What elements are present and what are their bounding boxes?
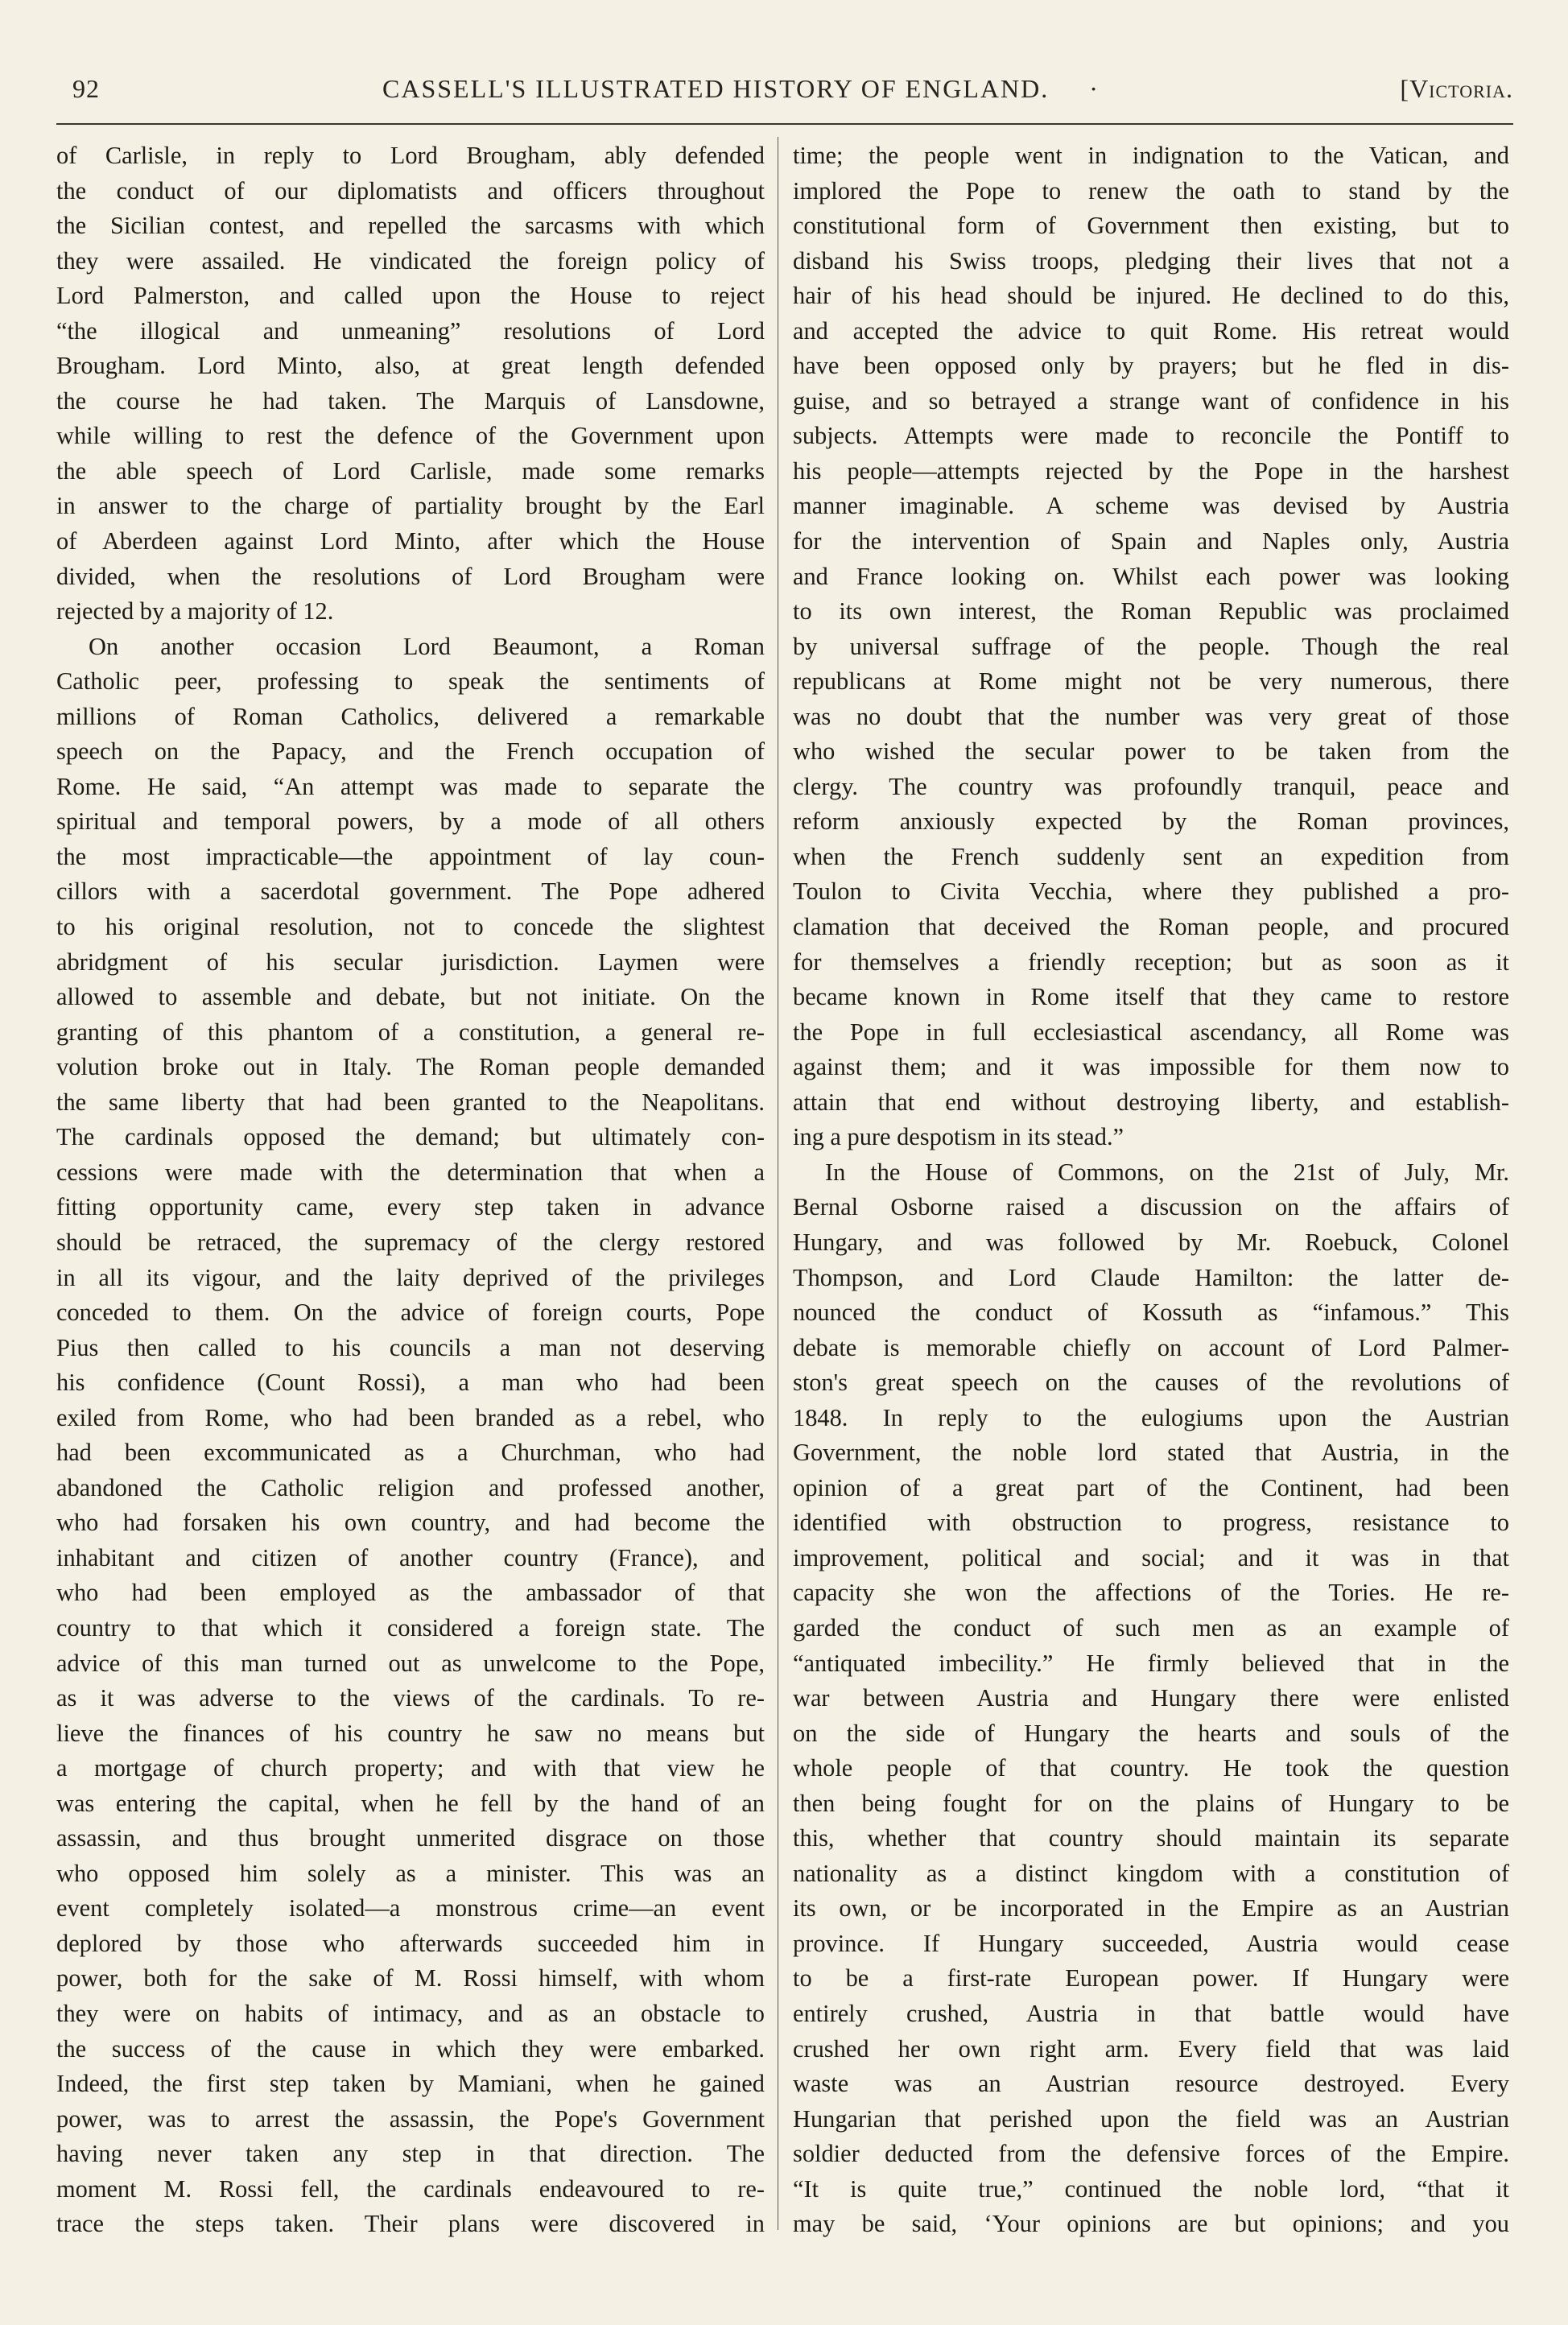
text-line: ing a pure despotism in its stead.” <box>793 1123 1124 1151</box>
text-line: for themselves a friendly reception; but as soon as it <box>793 948 1509 976</box>
text-line: “the illogical and unmeaning” resolutions of Lord <box>56 316 765 345</box>
text-line: Indeed, the first step taken by Mamiani, when he gained <box>56 2070 765 2098</box>
text-line: advice of this man turned out as unwelcome to the Pope, <box>56 1649 765 1677</box>
text-line: in all its vigour, and the laity deprived of the privileges <box>56 1263 765 1291</box>
header-separator: · <box>1089 74 1100 103</box>
text-line: country to that which it considered a foreign state. The <box>56 1613 765 1642</box>
text-line: Government, the noble lord stated that Austria, in the <box>793 1439 1509 1467</box>
text-line: reform anxiously expected by the Roman provinces, <box>793 807 1509 836</box>
text-line: attain that end without destroying liberty, and establish- <box>793 1088 1509 1116</box>
text-line: nounced the conduct of Kossuth as “infamous.” This <box>793 1299 1509 1327</box>
text-line: allowed to assemble and debate, but not initiate. On the <box>56 983 765 1011</box>
text-line: republicans at Rome might not be very numerous, there <box>793 667 1509 696</box>
text-line: may be said, ‘Your opinions are but opinions; and you <box>793 2210 1509 2238</box>
text-line: for the intervention of Spain and Naples only, Austria <box>793 527 1509 555</box>
text-line: Toulon to Civita Vecchia, where they published a pro- <box>793 878 1509 906</box>
text-line: volution broke out in Italy. The Roman people demanded <box>56 1053 765 1081</box>
text-line: the course he had taken. The Marquis of Lansdowne, <box>56 386 765 415</box>
text-line: lieve the finances of his country he saw no means but <box>56 1719 765 1747</box>
right-column <box>793 138 1509 2242</box>
text-line: Lord Palmerston, and called upon the House to reject <box>56 282 765 310</box>
text-line: granting of this phantom of a constitution, a general re- <box>56 1018 765 1046</box>
text-line: its own, or be incorporated in the Empire as an Austrian <box>793 1894 1509 1922</box>
text-line: entirely crushed, Austria in that battle would have <box>793 1999 1509 2027</box>
text-line: of Carlisle, in reply to Lord Brougham, ably defended <box>56 142 765 169</box>
text-line: opinion of a great part of the Continent, had been <box>793 1473 1509 1501</box>
text-line: inhabitant and citizen of another country (France), and <box>56 1543 765 1571</box>
text-line: power, was to arrest the assassin, the Pope's Government <box>56 2104 765 2133</box>
text-line: a mortgage of church property; and with that view he <box>56 1754 765 1782</box>
text-line: the most impracticable—the appointment of lay coun- <box>56 842 765 870</box>
text-line: clamation that deceived the Roman people, and procured <box>793 913 1509 941</box>
text-line: against them; and it was impossible for them now to <box>793 1053 1509 1081</box>
text-line: “antiquated imbecility.” He firmly believed that in the <box>793 1649 1509 1677</box>
text-line: crushed her own right arm. Every field that was laid <box>793 2034 1509 2063</box>
text-line: Pius then called to his councils a man not deserving <box>56 1333 765 1361</box>
text-line: who had forsaken his own country, and had become the <box>56 1509 765 1537</box>
text-line: in answer to the charge of partiality brought by the Earl <box>56 492 765 520</box>
text-line: assassin, and thus brought unmerited disgrace on those <box>56 1824 765 1852</box>
text-line: garded the conduct of such men as an example of <box>793 1613 1509 1642</box>
text-line: they were on habits of intimacy, and as an obstacle to <box>56 1999 765 2027</box>
text-line: hair of his head should be injured. He declined to do this, <box>793 282 1509 310</box>
text-line: exiled from Rome, who had been branded as a rebel, who <box>56 1403 765 1431</box>
text-line: moment M. Rossi fell, the cardinals endeavoured to re- <box>56 2174 765 2203</box>
text-line: province. If Hungary succeeded, Austria would cease <box>793 1929 1509 1957</box>
page-number: 92 <box>72 74 100 103</box>
text-line: of Aberdeen against Lord Minto, after which the House <box>56 527 765 555</box>
text-line: The cardinals opposed the demand; but ultimately con- <box>56 1123 765 1151</box>
text-line: the Sicilian contest, and repelled the sarcasms with which <box>56 212 765 240</box>
text-line: debate is memorable chiefly on account of Lord Palmer- <box>793 1333 1509 1361</box>
text-line: nationality as a distinct kingdom with a constitution of <box>793 1859 1509 1887</box>
header-rule <box>56 123 1513 125</box>
text-line: they were assailed. He vindicated the foreign policy of <box>56 246 765 275</box>
text-line: on the side of Hungary the hearts and souls of the <box>793 1719 1509 1747</box>
text-line: his people—attempts rejected by the Pope in the harshest <box>793 456 1509 485</box>
text-line: Brougham. Lord Minto, also, at great length defended <box>56 352 765 380</box>
text-line: Catholic peer, professing to speak the sentiments of <box>56 667 765 696</box>
text-line: In the House of Commons, on the 21st of July, Mr. <box>825 1158 1509 1186</box>
text-line: this, whether that country should maintain its separate <box>793 1824 1509 1852</box>
section-label: [Victoria. <box>1400 74 1513 103</box>
text-line: On another occasion Lord Beaumont, a Roman <box>89 632 765 660</box>
text-line: Bernal Osborne raised a discussion on the affairs of <box>793 1193 1509 1221</box>
text-line: who had been employed as the ambassador of that <box>56 1579 765 1607</box>
text-line: divided, when the resolutions of Lord Brougham were <box>56 562 765 590</box>
text-line: identified with obstruction to progress, resistance to <box>793 1509 1509 1537</box>
text-line: spiritual and temporal powers, by a mode of all others <box>56 807 765 836</box>
text-line: time; the people went in indignation to the Vatican, and <box>793 142 1509 169</box>
text-line: his confidence (Count Rossi), a man who had been <box>56 1369 765 1397</box>
text-line: subjects. Attempts were made to reconcile the Pontiff to <box>793 422 1509 450</box>
text-line: soldier deducted from the defensive forces of the Empire. <box>793 2140 1509 2168</box>
text-line: to his original resolution, not to concede the slightest <box>56 913 765 941</box>
text-line: 1848. In reply to the eulogiums upon the Austrian <box>793 1403 1509 1431</box>
text-line: became known in Rome itself that they came to restore <box>793 983 1509 1011</box>
text-line: cessions were made with the determination that when a <box>56 1158 765 1186</box>
text-line: war between Austria and Hungary there were enlisted <box>793 1684 1509 1712</box>
text-line: capacity she won the affections of the Tories. He re- <box>793 1579 1509 1607</box>
text-line: speech on the Papacy, and the French occupation of <box>56 737 765 766</box>
text-line: when the French suddenly sent an expedition from <box>793 842 1509 870</box>
text-line: was entering the capital, when he fell by the hand of an <box>56 1789 765 1817</box>
text-line: to be a first-rate European power. If Hungary were <box>793 1964 1509 1993</box>
text-line: should be retraced, the supremacy of the clergy restored <box>56 1228 765 1256</box>
text-line: then being fought for on the plains of Hungary to be <box>793 1789 1509 1817</box>
text-line: and France looking on. Whilst each power was looking <box>793 562 1509 590</box>
text-line: whole people of that country. He took the question <box>793 1754 1509 1782</box>
text-line: cillors with a sacerdotal government. The Pope adhered <box>56 878 765 906</box>
text-line: power, both for the sake of M. Rossi himself, with whom <box>56 1964 765 1993</box>
text-line: waste was an Austrian resource destroyed. Every <box>793 2070 1509 2098</box>
text-line: had been excommunicated as a Churchman, who had <box>56 1439 765 1467</box>
running-header <box>72 74 1513 109</box>
text-line: have been opposed only by prayers; but he fled in dis- <box>793 352 1509 380</box>
text-line: the success of the cause in which they were embarked. <box>56 2034 765 2063</box>
text-line: who opposed him solely as a minister. This was an <box>56 1859 765 1887</box>
text-line: the Pope in full ecclesiastical ascendancy, all Rome was <box>793 1018 1509 1046</box>
text-line: was no doubt that the number was very great of those <box>793 702 1509 730</box>
text-line: abridgment of his secular jurisdiction. Laymen were <box>56 948 765 976</box>
text-line: improvement, political and social; and it was in that <box>793 1543 1509 1571</box>
text-line: rejected by a majority of 12. <box>56 597 334 626</box>
text-line: ston's great speech on the causes of the revolutions of <box>793 1369 1509 1397</box>
text-line: conceded to them. On the advice of foreign courts, Pope <box>56 1299 765 1327</box>
text-line: implored the Pope to renew the oath to stand by the <box>793 176 1509 204</box>
text-line: “It is quite true,” continued the noble lord, “that it <box>793 2174 1509 2203</box>
text-line: manner imaginable. A scheme was devised by Austria <box>793 492 1509 520</box>
text-line: Thompson, and Lord Claude Hamilton: the latter de- <box>793 1263 1509 1291</box>
text-line: the able speech of Lord Carlisle, made some remarks <box>56 456 765 485</box>
text-line: constitutional form of Government then existing, but to <box>793 212 1509 240</box>
text-line: abandoned the Catholic religion and professed another, <box>56 1473 765 1501</box>
text-line: trace the steps taken. Their plans were discovered in <box>56 2210 765 2238</box>
text-line: while willing to rest the defence of the Government upon <box>56 422 765 450</box>
book-title: CASSELL'S ILLUSTRATED HISTORY OF ENGLAND. <box>382 74 1050 103</box>
text-line: millions of Roman Catholics, delivered a remarkable <box>56 702 765 730</box>
running-title <box>382 74 1100 104</box>
text-line: disband his Swiss troops, pledging their lives that not a <box>793 246 1509 275</box>
text-line: guise, and so betrayed a strange want of confidence in his <box>793 386 1509 415</box>
text-line: Hungarian that perished upon the field was an Austrian <box>793 2104 1509 2133</box>
text-line: having never taken any step in that direction. The <box>56 2140 765 2168</box>
text-line: Rome. He said, “An attempt was made to separate the <box>56 772 765 800</box>
text-line: Hungary, and was followed by Mr. Roebuck, Colonel <box>793 1228 1509 1256</box>
text-line: the same liberty that had been granted to the Neapolitans. <box>56 1088 765 1116</box>
text-line: who wished the secular power to be taken from the <box>793 737 1509 766</box>
text-line: as it was adverse to the views of the cardinals. To re- <box>56 1684 765 1712</box>
left-column <box>56 138 765 2242</box>
text-line: and accepted the advice to quit Rome. His retreat would <box>793 316 1509 345</box>
text-line: by universal suffrage of the people. Though the real <box>793 632 1509 660</box>
text-line: the conduct of our diplomatists and officers throughout <box>56 176 765 204</box>
text-line: to its own interest, the Roman Republic was proclaimed <box>793 597 1509 626</box>
text-line: event completely isolated—a monstrous crime—an event <box>56 1894 765 1922</box>
text-line: deplored by those who afterwards succeeded him in <box>56 1929 765 1957</box>
text-line: clergy. The country was profoundly tranquil, peace and <box>793 772 1509 800</box>
text-line: fitting opportunity came, every step taken in advance <box>56 1193 765 1221</box>
